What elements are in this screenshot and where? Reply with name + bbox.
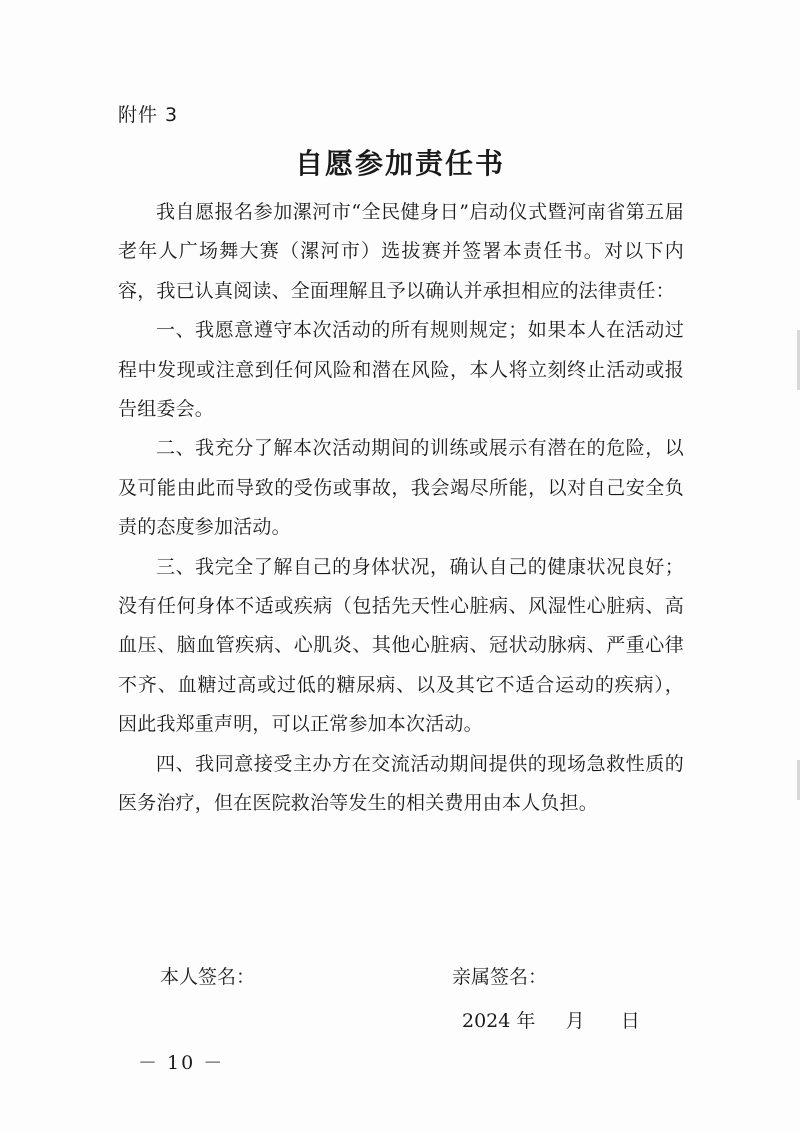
clause-4-paragraph: 四、我同意接受主办方在交流活动期间提供的现场急救性质的医务治疗，但在医院救治等发生的相关费用由本人负担。	[118, 752, 684, 815]
date-line: 2024 年 月 日	[462, 1010, 640, 1032]
document-title: 自愿参加责任书	[294, 147, 505, 180]
page-number: － 10 －	[138, 1052, 225, 1074]
self-signature-label: 本人签名：	[160, 966, 256, 988]
intro-paragraph: 我自愿报名参加漯河市“全民健身日”启动仪式暨河南省第五届老年人广场舞大赛（漯河市）选拔赛并签署本责任书。对以下内容，我已认真阅读、全面理解且予以确认并承担相应的法律责任：	[118, 201, 684, 302]
attachment-label: 附件 3	[118, 104, 179, 126]
relative-signature-label: 亲属签名：	[452, 966, 548, 988]
clause-2-paragraph: 二、我充分了解本次活动期间的训练或展示有潜在的危险，以及可能由此而导致的受伤或事故，我会竭尽所能，以对自己安全负责的态度参加活动。	[118, 437, 684, 539]
clause-3-paragraph: 三、我完全了解自己的身体状况，确认自己的健康状况良好；没有任何身体不适或疾病（包括先天性心脏病、风湿性心脏病、高血压、脑血管疾病、心肌炎、其他心脏病、冠状动脉病、严重心律不齐、血糖过高或过低的糖尿病、以及其它不适合运动的疾病），因此我郑重声明，可以正常参加本次活动。	[118, 555, 684, 736]
clause-1-paragraph: 一、我愿意遵守本次活动的所有规则规定；如果本人在活动过程中发现或注意到任何风险和潜在风险，本人将立刻终止活动或报告组委会。	[118, 319, 684, 421]
document-body	[118, 193, 684, 824]
